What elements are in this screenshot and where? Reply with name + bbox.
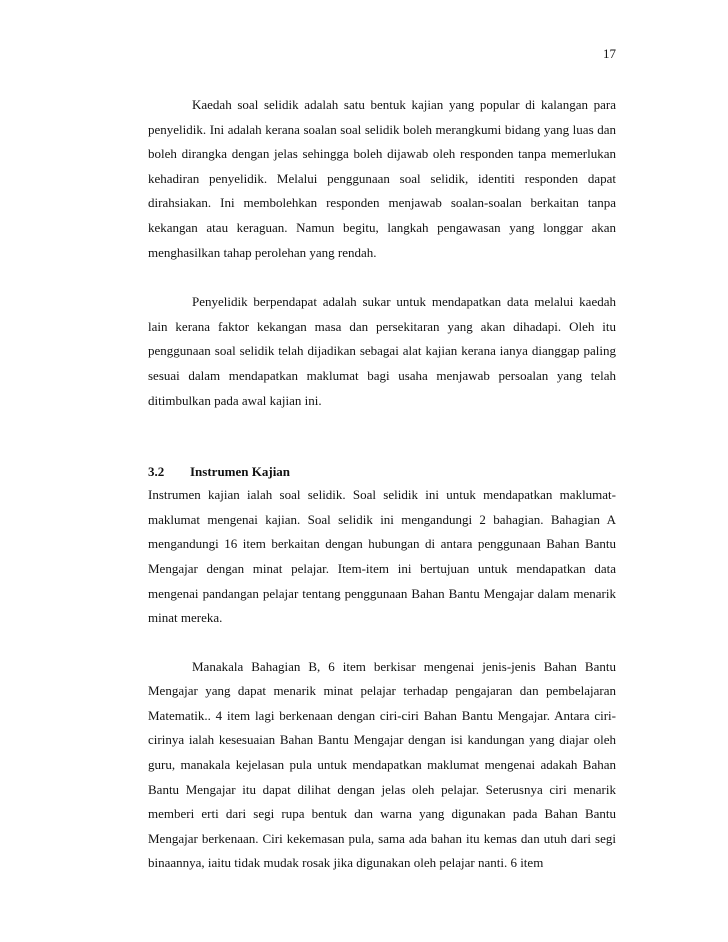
paragraph-bahagian-b: Manakala Bahagian B, 6 item berkisar mengenai jenis-jenis Bahan Bantu Mengajar yang dapat menarik minat pelajar terhadap pengajaran dan pembelajaran Matematik.. 4 item lagi berkenaan dengan ciri-ciri Bahan Bantu Mengajar. Antara ciri-cirinya ialah kesesuaian Bahan Bantu Mengajar dengan isi kandungan yang diajar oleh guru, manakala kejelasan pula untuk mendapatkan maklumat mengenai adakah Bahan Bantu Mengajar itu dapat dilihat dengan jelas oleh pelajar. Seterusnya ciri menarik memberi erti dari segi rupa bentuk dan warna yang digunakan pada Bahan Bantu Mengajar berkenaan. Ciri kekemasan pula, sama ada bahan itu kemas dan utuh dari segi binaannya, iaitu tidak mudak rosak jika digunakan oleh pelajar nanti. 6 item [148,658,616,871]
section-title: Instrumen Kajian [190,464,291,480]
page-content [148,93,616,876]
paragraph-instrumen-kajian: Instrumen kajian ialah soal selidik. Soal selidik ini untuk mendapatkan maklumat-maklumat mengenai kajian. Soal selidik ini mengandungi 2 bahagian. Bahagian A mengandungi 16 item berkaitan dengan hubungan di antara penggunaan Bahan Bantu Mengajar dengan minat pelajar. Item-item ini bertujuan untuk mendapatkan data mengenai pandangan pelajar tentang penggunaan Bahan Bantu Mengajar dalam menarik minat mereka. [148,487,616,626]
paragraph-penyelidik-berpendapat: Penyelidik berpendapat adalah sukar untuk mendapatkan data melalui kaedah lain kerana faktor kekangan masa dan persekitaran yang akan dihadapi. Oleh itu penggunaan soal selidik telah dijadikan sebagai alat kajian kerana ianya dianggap paling sesuai dalam mendapatkan maklumat bagi usaha menjawab persoalan yang telah ditimbulkan pada awal kajian ini. [148,294,616,408]
paragraph-soal-selidik-kaedah: Kaedah soal selidik adalah satu bentuk kajian yang popular di kalangan para penyelidik. Ini adalah kerana soalan soal selidik boleh merangkumi bidang yang luas dan boleh dirangka dengan jelas sehingga boleh dijawab oleh responden tanpa memerlukan kehadiran penyelidik. Melalui penggunaan soal selidik, identiti responden dapat dirahsiakan. Ini membolehkan responden menjawab soalan-soalan berkaitan tanpa kekangan atau keraguan. Namun begitu, langkah pengawasan yang longgar akan menghasilkan tahap perolehan yang rendah. [148,97,616,260]
section-heading [148,461,616,483]
section-number: 3.2 [148,464,165,480]
page-number: 17 [603,46,616,61]
